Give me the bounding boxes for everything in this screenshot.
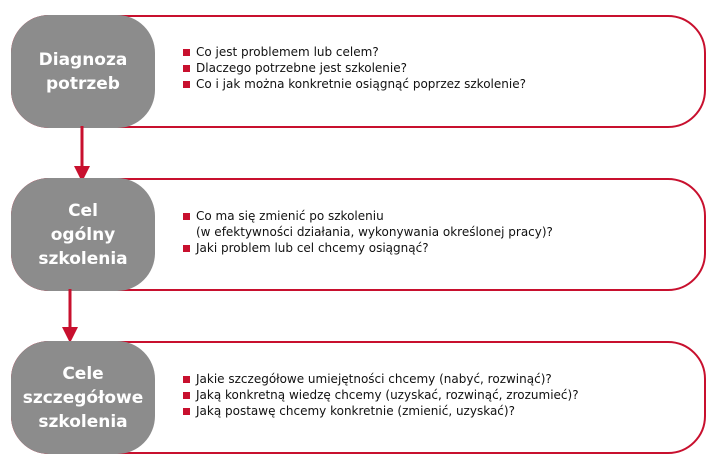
bullet-list bbox=[183, 371, 686, 419]
down-arrow-icon bbox=[60, 289, 80, 349]
bullet-square-icon bbox=[183, 81, 190, 88]
stage-diagnosis bbox=[11, 15, 706, 128]
stage-general-goal bbox=[11, 178, 706, 291]
stage-title-pill bbox=[11, 178, 155, 291]
stage-specific-goals bbox=[11, 341, 706, 454]
bullet-item: Co i jak można konkretnie osiągnąć poprzez szkolenie? bbox=[183, 76, 686, 92]
bullet-item: Jakie szczegółowe umiejętności chcemy (nabyć, rozwinąć)? bbox=[183, 371, 686, 387]
down-arrow-icon bbox=[72, 126, 92, 186]
stage-title-pill bbox=[11, 15, 155, 128]
bullet-item: Jaką postawę chcemy konkretnie (zmienić, uzyskać)? bbox=[183, 403, 686, 419]
stage-title: Diagnoza potrzeb bbox=[38, 49, 128, 94]
bullet-item: Co ma się zmienić po szkoleniu (w efektywności działania, wykonywania określonej pracy)? bbox=[183, 208, 686, 240]
bullet-square-icon bbox=[183, 213, 190, 220]
bullet-square-icon bbox=[183, 376, 190, 383]
stage-title: Cele szczegółowe szkolenia bbox=[22, 363, 144, 432]
bullet-square-icon bbox=[183, 245, 190, 252]
bullet-square-icon bbox=[183, 65, 190, 72]
bullet-list bbox=[183, 208, 686, 256]
bullet-square-icon bbox=[183, 408, 190, 415]
bullet-square-icon bbox=[183, 49, 190, 56]
bullet-list bbox=[183, 44, 686, 92]
bullet-square-icon bbox=[183, 392, 190, 399]
bullet-item: Jaką konkretną wiedzę chcemy (uzyskać, rozwinąć, zrozumieć)? bbox=[183, 387, 686, 403]
stage-title-pill bbox=[11, 341, 155, 454]
bullet-item: Dlaczego potrzebne jest szkolenie? bbox=[183, 60, 686, 76]
bullet-item: Co jest problemem lub celem? bbox=[183, 44, 686, 60]
bullet-item: Jaki problem lub cel chcemy osiągnąć? bbox=[183, 240, 686, 256]
stage-title: Cel ogólny szkolenia bbox=[38, 200, 128, 269]
